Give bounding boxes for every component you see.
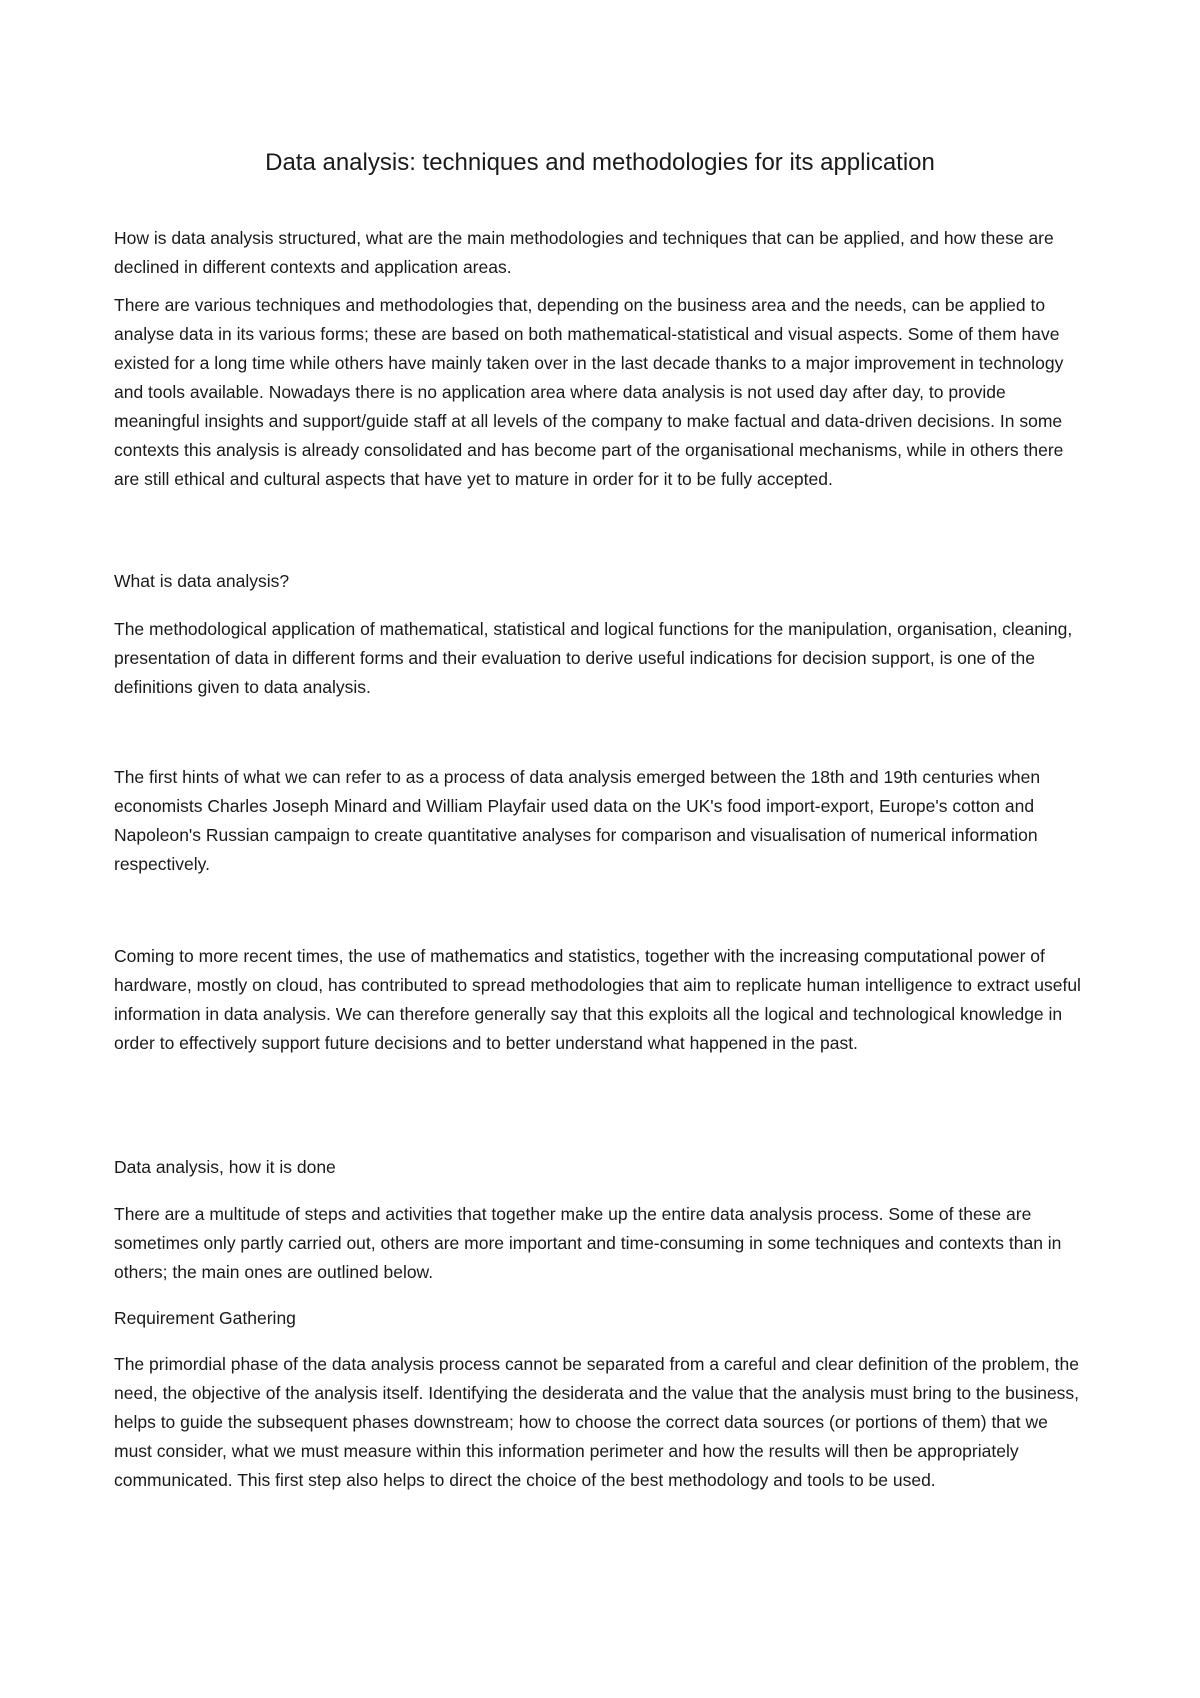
section-heading-requirement: Requirement Gathering: [114, 1308, 296, 1328]
requirement-paragraph: The primordial phase of the data analysis process cannot be separated from a careful and clear definition of the problem, the need, the objective of the analysis itself. Identifying the desiderata and the value that the analysis must bring to the business, helps to guide the subsequent phases downstream; how to choose the correct data sources (or portions of them) that we must consider, what we must measure within this information perimeter and how the results will then be appropriately communicated. This first step also helps to direct the choice of the best methodology and tools to be used.: [114, 1354, 1080, 1490]
history-paragraph: The first hints of what we can refer to as a process of data analysis emerged between the 18th and 19th centuries when economists Charles Joseph Minard and William Playfair used data on the UK's food import-export, Europe's cotton and Napoleon's Russian campaign to create quantitative analyses for comparison and visualisation of numerical information respectively.: [114, 767, 1041, 874]
definition-paragraph: The methodological application of mathematical, statistical and logical functions for the manipulation, organisation, cleaning, presentation of data in different forms and their evaluation to derive useful indications for decision support, is one of the definitions given to data analysis.: [114, 619, 1073, 697]
intro-paragraph: How is data analysis structured, what are the main methodologies and techniques that can be applied, and how these are declined in different contexts and application areas.: [114, 228, 1054, 277]
overview-paragraph: There are various techniques and methodologies that, depending on the business area and the needs, can be applied to analyse data in its various forms; these are based on both mathematical-statistical and visual aspects. Some of them have existed for a long time while others have mainly taken over in the last decade thanks to a major improvement in technology and tools available. Nowadays there is no application area where data analysis is not used day after day, to provide meaningful insights and support/guide staff at all levels of the company to make factual and data-driven decisions. In some contexts this analysis is already consolidated and has become part of the organisational mechanisms, while in others there are still ethical and cultural aspects that have yet to mature in order for it to be fully accepted.: [114, 295, 1064, 489]
recent-paragraph: Coming to more recent times, the use of mathematics and statistics, together with the increasing computational power of hardware, mostly on cloud, has contributed to spread methodologies that aim to replicate human intelligence to extract useful information in data analysis. We can therefore generally say that this exploits all the logical and technological knowledge in order to effectively support future decisions and to better understand what happened in the past.: [114, 946, 1081, 1053]
steps-paragraph: There are a multitude of steps and activities that together make up the entire data analysis process. Some of these are sometimes only partly carried out, others are more important and time-consuming in some techniques and contexts than in others; the main ones are outlined below.: [114, 1204, 1062, 1282]
section-heading-what: What is data analysis?: [114, 571, 290, 591]
section-heading-how: Data analysis, how it is done: [114, 1157, 336, 1177]
page-title: Data analysis: techniques and methodologies for its application: [265, 149, 935, 176]
